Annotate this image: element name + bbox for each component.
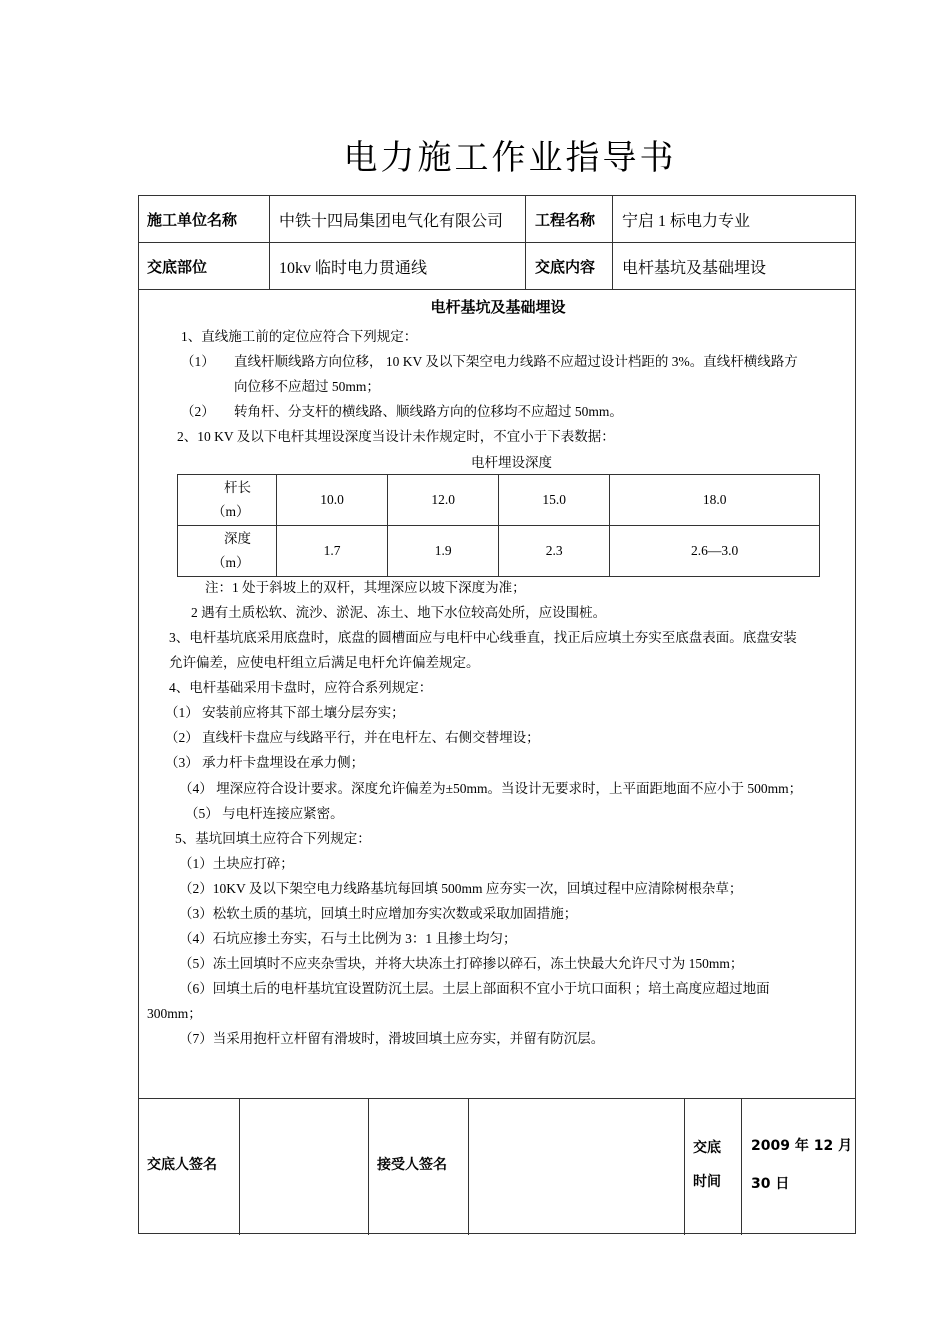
- project-value: 宁启 1 标电力专业: [622, 212, 751, 230]
- paragraph: 4、电杆基础采用卡盘时，应符合系列规定：: [169, 680, 433, 695]
- unit-label: 施工单位名称: [147, 210, 238, 229]
- table-cell: 12.0: [388, 475, 499, 526]
- list-item: （5）冻土回填时不应夹杂雪块，并将大块冻土打碎掺以碎石，冻土快最大允许尺寸为 150mm；: [179, 956, 744, 971]
- list-item: （7）当采用抱杆立杆留有滑坡时，滑坡回填土应夯实，并留有防沉层。: [179, 1031, 605, 1046]
- instruction-form: [138, 195, 856, 1234]
- table-caption: 电杆埋设深度: [471, 455, 552, 470]
- list-number: （2）: [181, 404, 215, 419]
- part-value: 10kv 临时电力贯通线: [279, 259, 428, 277]
- col-divider: [525, 196, 526, 289]
- table-cell: 2.6—3.0: [610, 526, 820, 577]
- date-value: 2009 年 12 月: [751, 1138, 853, 1154]
- table-cell: 1.9: [388, 526, 499, 577]
- paragraph: 转角杆、分支杆的横线路、顺线路方向的位移均不应超过 50mm。: [234, 404, 623, 419]
- table-cell: 10.0: [277, 475, 388, 526]
- label-text: 杆长: [224, 480, 251, 495]
- col-divider: [684, 1098, 685, 1235]
- col-divider: [368, 1098, 369, 1235]
- list-item: （2）10KV 及以下架空电力线路基坑每回填 500mm 应夯实一次，回填过程中应清除树根杂草；: [179, 881, 743, 896]
- paragraph: 2、10 KV 及以下电杆其埋设深度当设计未作规定时，不宜小于下表数据：: [177, 429, 615, 444]
- unit-value: 中铁十四局集团电气化有限公司: [279, 212, 504, 230]
- list-item: 300mm；: [147, 1006, 202, 1021]
- list-item: （2） 直线杆卡盘应与线路平行，并在电杆左、右侧交替埋设；: [165, 730, 540, 745]
- paragraph: 直线杆顺线路方向位移， 10 KV 及以下架空电力线路不应超过设计档距的 3%。直线杆横线路方: [234, 354, 798, 369]
- note: 注：1 处于斜坡上的双杆，其埋深应以坡下深度为准；: [205, 580, 526, 595]
- giver-signature-label: 交底人签名: [147, 1157, 217, 1173]
- table-cell: 18.0: [610, 475, 820, 526]
- paragraph: 3、电杆基坑底采用底盘时，底盘的圆槽面应与电杆中心线垂直，找正后应填土夯实至底盘表面。底盘安装: [169, 630, 797, 645]
- table-row-label: [178, 475, 277, 526]
- table-cell: 2.3: [499, 526, 610, 577]
- list-item: （4）石坑应掺土夯实，石与土比例为 3：1 且掺土均匀；: [179, 931, 517, 946]
- table-cell: 1.7: [277, 526, 388, 577]
- paragraph: 允许偏差，应使电杆组立后满足电杆允许偏差规定。: [169, 655, 480, 670]
- receiver-signature-field[interactable]: [469, 1099, 683, 1234]
- list-number: （1）: [181, 354, 215, 369]
- section-title: 电杆基坑及基础埋设: [430, 298, 566, 316]
- col-divider: [269, 196, 270, 289]
- paragraph: 5、基坑回填土应符合下列规定：: [175, 831, 371, 846]
- list-item: （5） 与电杆连接应紧密。: [185, 806, 344, 821]
- page-title: 电力施工作业指导书: [343, 140, 677, 177]
- label-text: 深度: [224, 531, 251, 546]
- list-item: （6）回填土后的电杆基坑宜设置防沉土层。土层上部面积不宜小于坑口面积 ；培土高度应超过地面: [179, 981, 770, 996]
- table-row: [178, 475, 820, 526]
- col-divider: [741, 1098, 742, 1235]
- list-item: （1）土块应打碎；: [179, 856, 294, 871]
- project-label: 工程名称: [535, 210, 596, 229]
- content-value: 电杆基坑及基础埋设: [622, 259, 767, 277]
- date-day: 30 日: [751, 1176, 790, 1192]
- paragraph: 1、直线施工前的定位应符合下列规定：: [181, 329, 418, 344]
- depth-table: [177, 474, 820, 577]
- receiver-signature-label: 接受人签名: [377, 1157, 447, 1173]
- label-unit: （m）: [212, 555, 250, 570]
- col-divider: [612, 196, 613, 289]
- paragraph: 向位移不应超过 50mm；: [234, 379, 380, 394]
- table-row-label: [178, 526, 277, 577]
- content-label: 交底内容: [535, 257, 596, 276]
- list-item: （4） 埋深应符合设计要求。深度允许偏差为±50mm。当设计无要求时，上平面距地面不应小于 500mm；: [179, 781, 803, 796]
- part-label: 交底部位: [147, 257, 208, 276]
- giver-signature-field[interactable]: [240, 1099, 367, 1234]
- note: 2 遇有土质松软、流沙、淤泥、冻土、地下水位较高处所，应设围桩。: [191, 605, 607, 620]
- list-item: （3） 承力杆卡盘埋设在承力侧；: [165, 755, 365, 770]
- time-label-bottom: 时间: [693, 1174, 721, 1190]
- time-label-top: 交底: [693, 1140, 721, 1156]
- table-cell: 15.0: [499, 475, 610, 526]
- list-item: （3）松软土质的基坑，回填土时应增加夯实次数或采取加固措施；: [179, 906, 578, 921]
- list-item: （1） 安装前应将其下部土壤分层夯实；: [165, 705, 405, 720]
- label-unit: （m）: [212, 504, 250, 519]
- table-row: [178, 526, 820, 577]
- row-divider: [139, 289, 855, 290]
